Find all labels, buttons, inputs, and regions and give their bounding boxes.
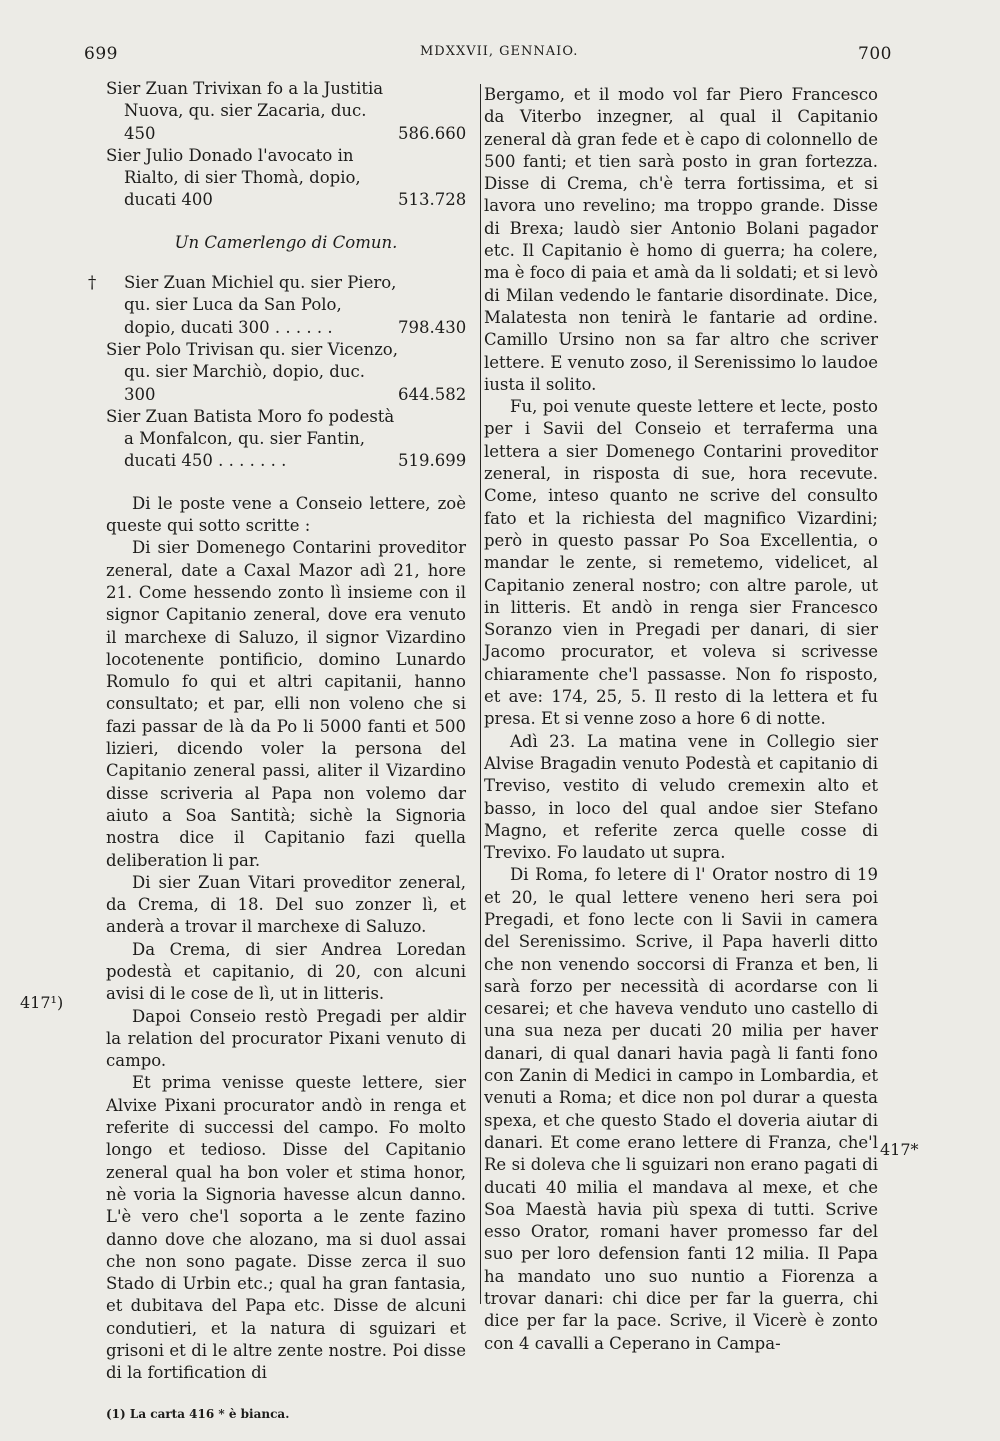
election-entry [88,272,467,339]
election-entry [106,78,466,145]
entry-value: 519.699 [398,451,467,471]
paragraph: Fu, poi venute queste lettere et lecte, posto per i Savii del Conseio et terraferma una lettera a sier Domenego Contarini proveditor zeneral, in risposta di sue, hora recevute. Come, inteso quanto ne scrive del consulto fato et la richiesta del magnifico Vizardini; però in questo passar Po Soa Excellentia, o mandar le zente, si remetemo, videlicet, al Capitanio zeneral nostro; con altre parole, ut in litteris. Et andò in renga sier Francesco Soranzo vien in Pregadi per danari, di sier Jacomo procurator, et voleva si scrivesse chiaramente che'l passasse. Non fo risposto, et ave: 174, 25, 5. Il resto di la lettera et fu presa. Et si venne zoso a hore 6 di notte. [484,397,878,729]
entry-text-body: Sier Zuan Michiel qu. sier Piero, qu. sier Luca da San Polo, dopio, ducati 300 . . . . . . [124,273,397,337]
paragraph: Adì 23. La matina vene in Collegio sier Alvise Bragadin venuto Podestà et capitanio di Treviso, vestito di veludo cremexin alto et basso, in loco del qual andoe sier Stefano Magno, et referite zerca quelle cosse di Trevixo. Fo laudato ut supra. [484,731,878,863]
running-header: MDXXVII, GENNAIO. [420,44,579,59]
section-title: Un Camerlengo di Comun. [174,232,398,252]
election-entry [106,406,466,473]
entry-text: Sier Polo Trivisan qu. sier Vicenzo, qu. sier Marchiò, dopio, duc. 300 [106,339,398,404]
entry-value: 586.660 [398,123,467,143]
paragraph: Bergamo, et il modo vol far Piero Francesco da Viterbo inzegner, al qual il Capitanio zeneral dà gran fede et è capo di colonnello de 500 fanti; et tien sarà posto in gran fortezza. Disse di Crema, ch'è terra fortissima, et si lavora uno revelino; ma troppo grande. Disse di Brexa; laudò sier Antonio Bolani pagador etc. Il Capitanio è homo di guerra; ha colere, ma è foco di paia et amà da li soldati; et si levò di Milan vedendo le fantarie disordinate. Dice, Malatesta non tenirà le fantarie ad ordine. Camillo Ursino non sa far altro che scriver lettere. E venuto zoso, il Serenissimo lo laudoe iusta il solito. [484,85,878,394]
paragraph: Di sier Zuan Vitari proveditor zeneral, da Crema, di 18. Del suo zonzer lì, et anderà a trovar il marchexe di Saluzo. [106,872,466,937]
election-entry [106,339,466,406]
entry-text: Sier Julio Donado l'avocato in Rialto, di sier Thomà, dopio, ducati 400 [106,145,361,210]
right-page-number: 700 [858,44,892,64]
right-margin-note: 417* [880,1140,919,1159]
paragraph: Da Crema, di sier Andrea Loredan podestà et capitanio, di 20, con alcuni avisi di le cose de lì, ut in litteris. [106,939,466,1004]
elected-cross-mark: † [88,273,97,293]
paragraph: Et prima venisse queste lettere, sier Alvixe Pixani procurator andò in renga et referite di successi del campo. Fo molto longo et tedioso. Disse del Capitanio zeneral qual ha bon voler et stima honor, nè voria la Signoria havesse alcun danno. L'è vero che'l soporta a le zente fazino danno dove che alozano, ma si duol assai che non sono pagate. Disse zerca il suo Stado di Urbin etc.; qual ha gran fantasia, et dubitava del Papa etc. Disse de alcuni condutieri, et la natura di sguizari et grisoni et di le altre zente nostre. Poi disse di la fortification di [106,1073,466,1383]
entry-text: Sier Zuan Batista Moro fo podestà a Monfalcon, qu. sier Fantin, ducati 450 . . . . . . . [106,406,395,471]
right-column [484,84,878,1355]
election-entry [106,145,466,212]
left-margin-note: 417¹) [20,993,64,1012]
entry-value: 798.430 [398,317,467,337]
paragraph: Di le poste vene a Conseio lettere, zoè queste qui sotto scritte : [106,493,466,536]
left-page-number: 699 [84,44,118,64]
entry-text [88,272,398,339]
entry-value: 513.728 [398,190,467,210]
footnote: (1) La carta 416 * è bianca. [106,1406,290,1421]
paragraph: Di Roma, fo letere di l' Orator nostro di 19 et 20, le qual lettere veneno heri sera poi Pregadi, et fono lecte con li Savii in camera del Serenissimo. Scrive, il Papa haverli ditto che non venendo soccorsi di Franza et ben, li sarà forzo per necessità di acordarse con li cesarei; et che haveva venduto uno castello di una sua neza per ducati 20 milia per haver danari, di qual danari havia pagà li fanti fono con Zanin di Medici in campo in Lombardia, et venuti a Roma; et dice non pol durar a questa spexa, et che questo Stado el doveria aiutar di danari. Et come erano lettere di Franza, che'l Re si doleva che li sguizari non erano pagati di ducati 40 milia el mandava al mexe, et che Soa Maestà havia più spexa di tutti. Scrive esso Orator, romani haver promesso far del suo per loro defension fanti 12 milia. Il Papa ha mandato uno suo nuntio a Fiorenza a trovar danari: chi dice per far la guerra, chi dice per far la pace. Scrive, il Vicerè è zonto con 4 cavalli a Ceperano in Campa- [484,865,878,1353]
paragraph: Di sier Domenego Contarini proveditor zeneral, date a Caxal Mazor adì 21, hore 21. Come hessendo zonto lì insieme con il signor Capitanio zeneral, dove era venuto il marchexe di Saluzo, il signor Vizardino locotenente pontificio, domino Lunardo Romulo fo qui et altri capitanii, hanno consultato; et par, elli non voleno che si fazi passar de là da Po li 5000 fanti et 500 lizieri, dicendo voler la persona del Capitanio zeneral passi, aliter il Vizardino disse scriveria al Papa non volemo dar aiuto a Soa Santità; sichè la Signoria nostra dice il Capitanio fazi quella deliberation li par. [106,538,466,870]
paragraph: Dapoi Conseio restò Pregadi per aldir la relation del procurator Pixani venuto di campo. [106,1006,466,1071]
column-divider [480,84,481,1304]
left-column [88,78,467,1425]
entry-text: Sier Zuan Trivixan fo a la Justitia Nuova, qu. sier Zacaria, duc. 450 [106,79,384,143]
entry-value: 644.582 [398,384,467,404]
